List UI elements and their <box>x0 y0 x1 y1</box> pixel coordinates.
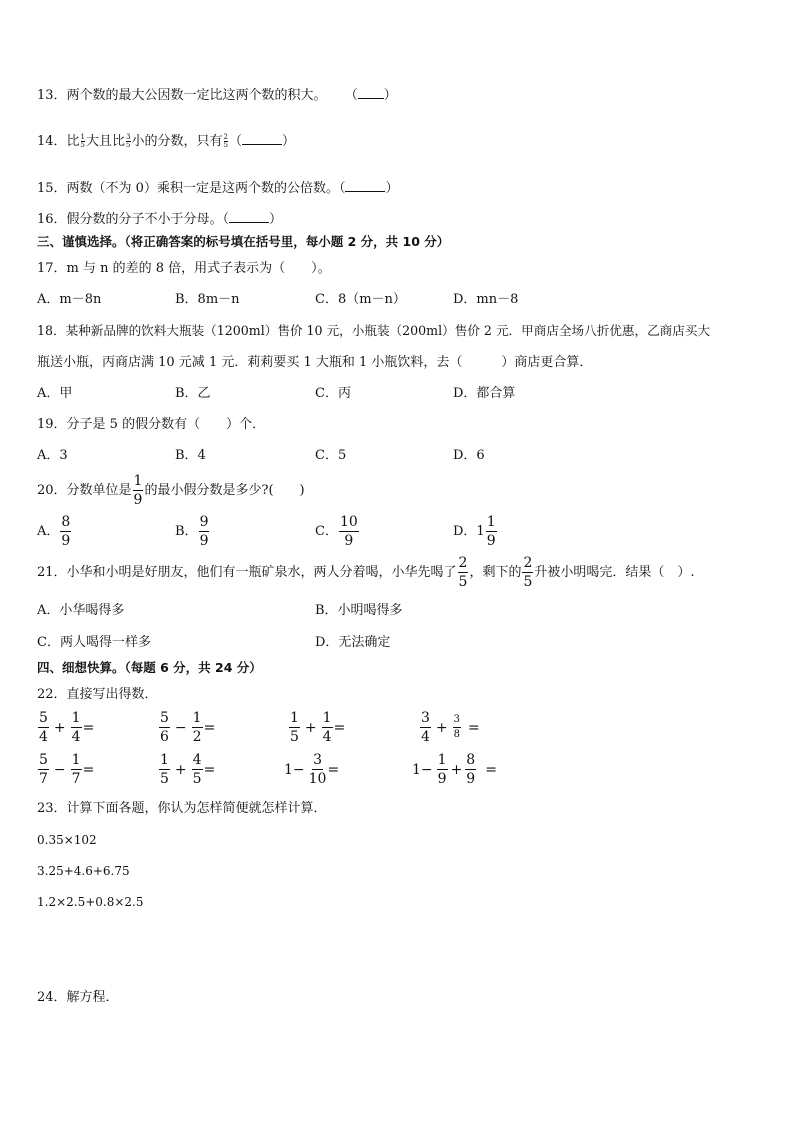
expression: $\frac{5}{6}$ − $\frac{1}{2}$ = <box>160 710 216 745</box>
fraction: $\frac{1}{9}$ <box>133 473 143 508</box>
option-b: B． $\frac{9}{9}$ <box>175 514 209 549</box>
option-d: D．mn－8 <box>453 292 519 307</box>
option-c: C． $\frac{10}{9}$ <box>315 514 358 549</box>
section-3-heading: 三、谨慎选择。（将正确答案的标号填在括号里，每小题 2 分，共 10 分） <box>37 234 450 249</box>
calc-problem: 3.25+4.6+6.75 <box>37 864 130 878</box>
question-19-stem: 19．分子是 5 的假分数有（ ）个． <box>37 417 266 432</box>
fraction: $\frac{2}{5}$ <box>223 133 228 149</box>
question-20-stem: 20．分数单位是 $\frac{1}{9}$ 的最小假分数是多少?( ) <box>37 473 305 508</box>
option-b: B．乙 <box>175 386 211 401</box>
question-24-stem: 24．解方程． <box>37 990 119 1005</box>
option-d: D．1 $\frac{1}{9}$ <box>453 514 496 549</box>
question-18-line1: 18．某种新品牌的饮料大瓶装（1200ml）售价 10 元，小瓶装（200ml）售价 2 元．甲商店全场八折优惠，乙商店买大 <box>37 323 711 338</box>
question-14: 14．比 $\frac{1}{5}$ 大且比 $\frac{3}{5}$ 小的分数，只有 $\frac{2}{5}$ （ ） <box>37 133 296 149</box>
option-c: C．8（m－n） <box>315 292 406 307</box>
expression: $\frac{3}{4}$ + $\frac{3}{8}$ = <box>421 710 480 745</box>
calc-problem: 0.35×102 <box>37 833 97 847</box>
expression: $\frac{5}{7}$ − $\frac{1}{7}$ = <box>39 752 95 787</box>
option-a: A．m－8n <box>37 292 102 307</box>
fraction: $\frac{2}{5}$ <box>523 555 533 590</box>
option-c: C．丙 <box>315 386 351 401</box>
option-d: D．6 <box>453 448 485 463</box>
fraction: $\frac{9}{9}$ <box>199 514 209 549</box>
expression: $\frac{5}{4}$ + $\frac{1}{4}$ = <box>39 710 95 745</box>
expression: 1− $\frac{3}{10}$ = <box>284 752 340 787</box>
option-b: B．8m－n <box>175 292 240 307</box>
question-16: 16．假分数的分子不小于分母。（ ） <box>37 209 282 226</box>
fraction: $\frac{10}{9}$ <box>339 514 358 549</box>
question-13-text: 13．两个数的最大公因数一定比这两个数的积大。 <box>37 88 327 103</box>
option-a: A．3 <box>37 448 68 463</box>
option-c: C．5 <box>315 448 347 463</box>
fraction: $\frac{2}{5}$ <box>458 555 468 590</box>
fraction: $\frac{1}{9}$ <box>486 514 496 549</box>
option-a: A． $\frac{8}{9}$ <box>37 514 71 549</box>
question-15: 15．两数（不为 0）乘积一定是这两个数的公倍数。（ ） <box>37 178 398 195</box>
answer-blank <box>345 178 385 192</box>
question-18-line2: 瓶送小瓶，丙商店满 10 元减 1 元．莉莉要买 1 大瓶和 1 小瓶饮料，去（ ）商店更合算． <box>37 355 593 370</box>
option-d: D．无法确定 <box>315 635 391 650</box>
question-21-stem: 21．小华和小明是好朋友，他们有一瓶矿泉水，两人分着喝，小华先喝了 $\frac{2}{5}$ ，剩下的 $\frac{2}{5}$ 升被小明喝完．结果（ ）. <box>37 555 695 590</box>
answer-blank <box>358 85 384 99</box>
expression: $\frac{1}{5}$ + $\frac{4}{5}$ = <box>160 752 216 787</box>
option-a: A．小华喝得多 <box>37 603 125 618</box>
answer-blank <box>229 209 269 223</box>
calc-problem: 1.2×2.5+0.8×2.5 <box>37 895 144 909</box>
question-22-stem: 22．直接写出得数． <box>37 687 158 702</box>
question-23-stem: 23．计算下面各题，你认为怎样简便就怎样计算． <box>37 801 327 816</box>
option-b: B．小明喝得多 <box>315 603 403 618</box>
option-a: A．甲 <box>37 386 73 401</box>
answer-blank <box>242 131 282 145</box>
section-4-heading: 四、细想快算。（每题 6 分，共 24 分） <box>37 660 262 675</box>
expression: 1− $\frac{1}{9}$ + $\frac{8}{9}$ = <box>412 752 497 787</box>
option-b: B．4 <box>175 448 206 463</box>
option-d: D．都合算 <box>453 386 516 401</box>
fraction: $\frac{3}{5}$ <box>126 133 131 149</box>
question-17-stem: 17．m 与 n 的差的 8 倍，用式子表示为（ ）。 <box>37 261 331 276</box>
expression: $\frac{1}{5}$ + $\frac{1}{4}$ = <box>290 710 346 745</box>
fraction: $\frac{1}{5}$ <box>80 133 86 149</box>
option-c: C．两人喝得一样多 <box>37 635 151 650</box>
question-13: 13．两个数的最大公因数一定比这两个数的积大。 （ ） <box>37 85 397 102</box>
fraction: $\frac{8}{9}$ <box>61 514 71 549</box>
